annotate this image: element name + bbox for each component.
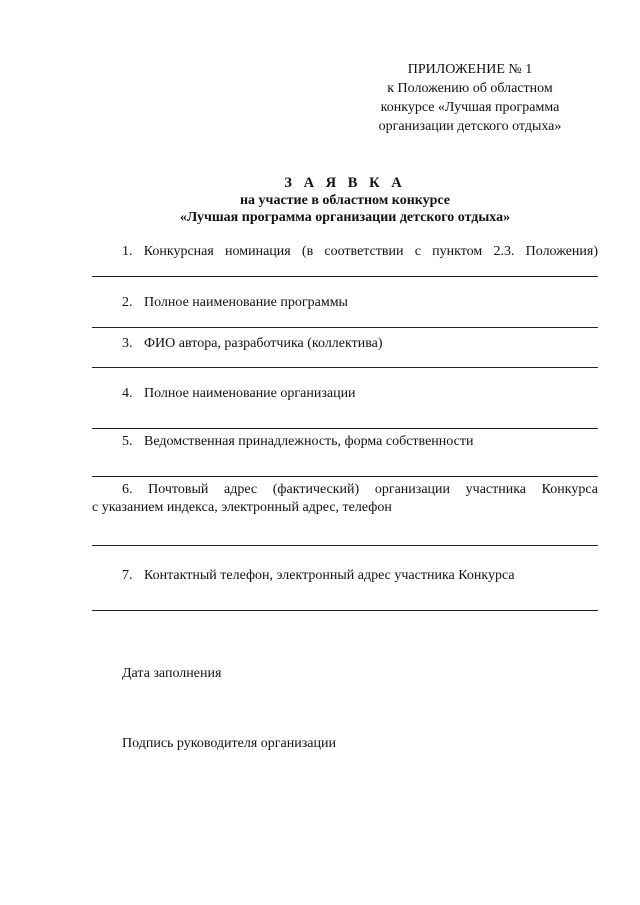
item-number: 7.: [122, 568, 133, 583]
item-number: 1.: [122, 244, 133, 259]
answer-line-1[interactable]: [92, 276, 598, 277]
appendix-header: [360, 60, 580, 136]
item-number: 2.: [122, 295, 133, 310]
item-label: Почтовый адрес (фактический) организации участника Конкурса: [148, 482, 598, 497]
appendix-line: организации детского отдыха»: [378, 119, 562, 134]
item-number: 6.: [122, 482, 133, 497]
item-number: 4.: [122, 386, 133, 401]
item-label: Полное наименование организации: [144, 386, 356, 401]
appendix-line: к Положению об областном: [387, 81, 553, 96]
answer-line-7[interactable]: [92, 610, 598, 611]
answer-line-4[interactable]: [92, 428, 598, 429]
answer-line-2[interactable]: [92, 327, 598, 328]
form-item-1: [92, 242, 598, 262]
document-subtitle: на участие в областном конкурсе: [239, 193, 451, 208]
item-label: Полное наименование программы: [144, 295, 348, 310]
item-number: 5.: [122, 434, 133, 449]
item-label: Контактный телефон, электронный адрес участника Конкурса: [144, 568, 515, 583]
form-item-6: [92, 480, 598, 500]
answer-line-5[interactable]: [92, 476, 598, 477]
appendix-title: ПРИЛОЖЕНИЕ № 1: [407, 62, 533, 77]
document-title: З А Я В К А: [284, 175, 406, 191]
date-label: Дата заполнения: [122, 666, 222, 681]
answer-line-3[interactable]: [92, 367, 598, 368]
item-label: ФИО автора, разработчика (коллектива): [144, 336, 383, 351]
item-number: 3.: [122, 336, 133, 351]
item-label: Конкурсная номинация (в соответствии с пунктом 2.3. Положения): [143, 244, 598, 259]
appendix-line: конкурсе «Лучшая программа: [380, 100, 560, 115]
document-subtitle: «Лучшая программа организации детского отдыха»: [179, 210, 511, 225]
signature-label: Подпись руководителя организации: [122, 736, 336, 751]
answer-line-6[interactable]: [92, 545, 598, 546]
item-label: Ведомственная принадлежность, форма собственности: [144, 434, 474, 449]
item-label-continued: с указанием индекса, электронный адрес, телефон: [92, 500, 392, 515]
